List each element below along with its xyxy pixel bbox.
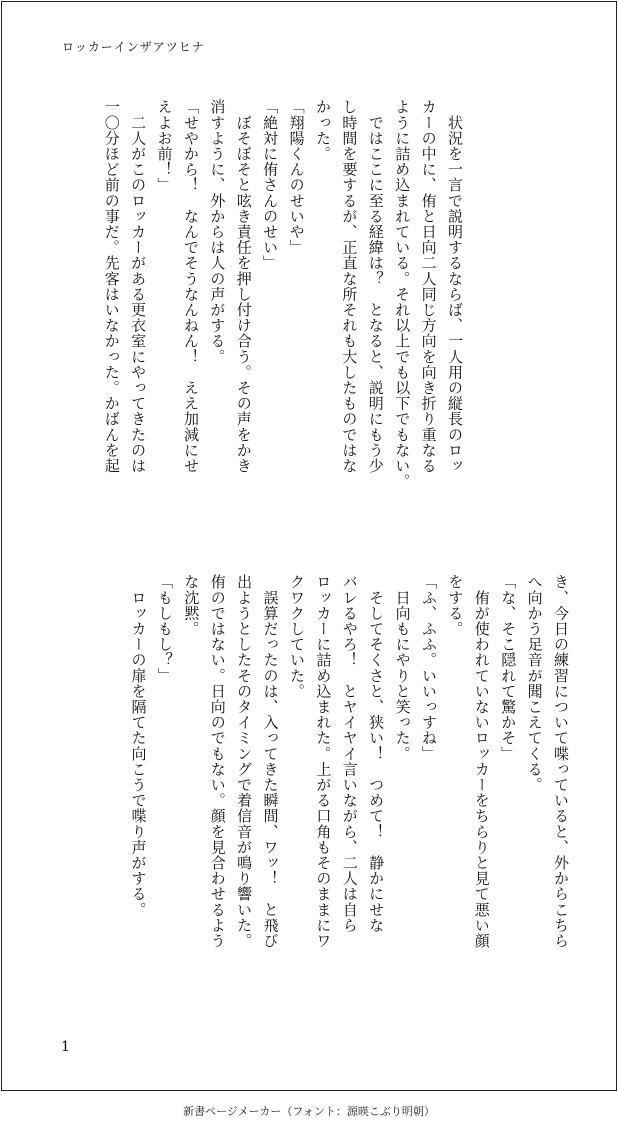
text-line: バレるやろ！ とヤイヤイ言いながら、二人は自ら (340, 574, 359, 933)
text-line: 日向もにやりと笑った。 (393, 574, 412, 762)
page-number: 1 (61, 1039, 70, 1055)
text-line: へ向かう足音が聞こえてくる。 (525, 574, 544, 793)
text-line: 消すように、外からは人の声がする。 (208, 99, 227, 365)
text-line: そしてそくさと、狭い！ つめて！ 静かにせな (367, 574, 386, 933)
text-line: し時間を要するが、正直な所それも大したものではな (340, 99, 359, 474)
text-line: カーの中に、侑と日向二人同じ方向を向き折り重なる (419, 99, 438, 474)
text-line: クワクしていた。 (287, 574, 306, 699)
footer-credit: 新書ページメーカー（フォント：源暎こぶり明朝） (183, 1105, 435, 1118)
text-line: ロッカーの扉を隔てた向こうで喋り声がする。 (129, 574, 148, 918)
text-line: き、今日の練習について喋っていると、外からこちら (552, 574, 570, 949)
text-line: 侑が使われていないロッカーをちらりと見て悪い顔 (472, 574, 491, 949)
text-line: えよお前！」 (155, 99, 174, 193)
text-line: ロッカーに詰め込まれた。上がる口角もそのままにワ (314, 574, 333, 949)
text-block-lower (125, 574, 574, 1004)
text-line: ぼそぼそと呟き責任を押し付け合う。その声をかき (234, 99, 253, 474)
text-line: をする。 (446, 574, 465, 637)
text-line: 侑のではない。日向のでもない。顔を見合わせるよう (208, 574, 227, 949)
text-line: 「翔陽くんのせいや」 (287, 99, 306, 255)
text-line: 「もしもし？」 (155, 574, 174, 684)
text-line: 「な、そこ隠れて驚かそ」 (499, 574, 518, 762)
text-line: かった。 (313, 99, 332, 162)
text-line: 二人がこのロッカーがある更衣室にやってきたのは (129, 99, 148, 474)
text-line: ように詰め込まれている。それ以上でも以下でもない。 (393, 99, 412, 489)
text-line: 「絶対に侑さんのせい」 (261, 99, 280, 271)
text-line: な沈黙。 (182, 574, 201, 637)
text-line: 出ようとしたそのタイミングで着信音が鳴り響いた。 (235, 574, 254, 949)
running-header: ロッカーインザアツヒナ (62, 40, 205, 54)
text-line: 誤算だったのは、入ってきた瞬間、ワッ！ と飛び (261, 574, 280, 949)
page-frame (1, 1, 617, 1091)
text-line: 「ふ、ふふ。いいっすね」 (419, 574, 438, 762)
text-line: ではここに至る経緯は？ となると、説明にもう少 (366, 99, 385, 474)
text-line: 「せやから！ なんでそうなんねん！ ええ加減にせ (181, 99, 200, 474)
text-line: 状況を一言で説明するならば、一人用の縦長のロッ (446, 99, 464, 474)
text-line: 一〇分ほど前の事だ。先客はいなかった。かばんを起 (102, 99, 121, 474)
text-block-upper (98, 99, 468, 529)
